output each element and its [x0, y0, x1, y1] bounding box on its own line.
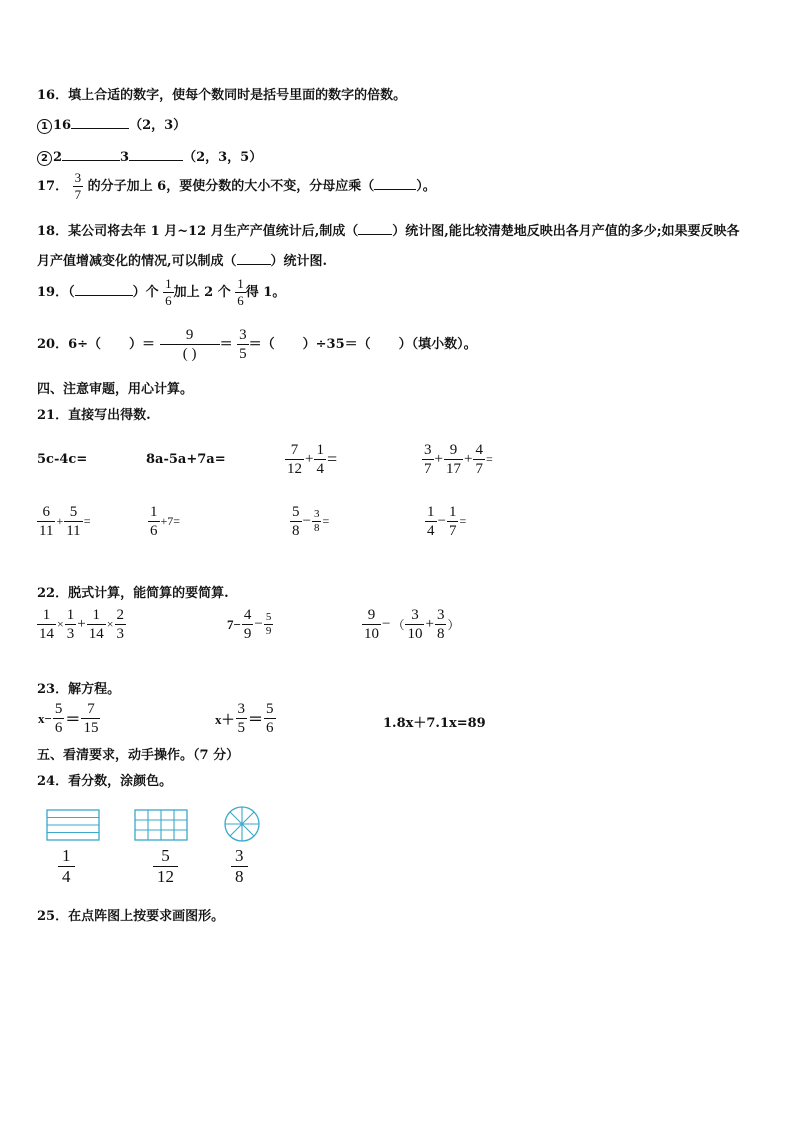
q19-fraction1: $\frac{1}{6}$: [165, 276, 172, 308]
op: +: [305, 451, 314, 467]
frac: $\frac{4}{9}$: [243, 607, 252, 642]
op: x＋: [215, 712, 235, 727]
q21-e8: [425, 503, 467, 540]
op: =: [83, 514, 91, 528]
op: ×: [57, 617, 64, 631]
circled-number-1: 1: [37, 119, 52, 134]
q20-fraction2: $\frac{3}{5}$: [239, 327, 247, 362]
frac: $\frac{1}{4}$: [427, 504, 435, 539]
op: +7=: [160, 514, 181, 528]
frac: $\frac{1}{14}$: [39, 607, 54, 642]
q17-text: 的分子加上 6，要使分数的大小不变，分母应乘（: [87, 179, 375, 194]
frac: $\frac{3}{5}$: [237, 701, 246, 736]
q18-line1: [37, 220, 740, 239]
q18-line1-b: ）统计图,能比较清楚地反映出各月产值的多少;如果要反映各: [392, 224, 740, 239]
q21-e5: [37, 503, 91, 540]
q17-blank[interactable]: [374, 177, 416, 190]
q19-fraction2: $\frac{1}{6}$: [237, 276, 244, 308]
frac: $\frac{5}{8}$: [292, 504, 300, 539]
section-5-heading: 五、看清要求，动手操作。（7 分）: [37, 748, 240, 763]
q21-e3: [285, 441, 338, 478]
q22-e1: [37, 606, 126, 643]
q16-item2-prefix: 2: [53, 150, 63, 165]
op: −: [254, 616, 263, 632]
op: +: [425, 616, 434, 632]
q18-blank1[interactable]: [358, 222, 392, 235]
q24-shape-eighths-circle[interactable]: [223, 805, 261, 843]
frac: $\frac{2}{3}$: [116, 607, 125, 642]
frac: $\frac{5}{9}$: [265, 611, 272, 637]
q19-b: 加上 2 个: [173, 285, 231, 300]
frac: $\frac{1}{14}$: [88, 607, 104, 642]
op: 7−: [227, 616, 241, 632]
q17-fraction: $\frac{3}{7}$: [74, 170, 82, 202]
q19-c: 得 1。: [245, 285, 286, 300]
q24-title: 24．看分数，涂颜色。: [37, 774, 173, 789]
op: =: [326, 449, 338, 469]
q20-a: 20．6÷（: [37, 337, 102, 352]
q17: [37, 170, 436, 203]
q16-item2-blank1[interactable]: [62, 148, 120, 161]
op: ×: [106, 617, 114, 631]
q22-e2: [226, 606, 273, 643]
q16-item1-prefix: 16: [53, 118, 72, 133]
q20-b: ）＝: [129, 337, 156, 352]
q21-title: 21．直接写出得数.: [37, 408, 151, 423]
q23-e3: 1.8x＋7.1x=89: [383, 716, 486, 731]
q16-item1-blank[interactable]: [71, 116, 129, 129]
q16-item2-mid: 3: [120, 150, 130, 165]
frac: $\frac{1}{6}$: [150, 504, 158, 539]
q20-e: ）（填小数）。: [398, 337, 477, 352]
frac: $\frac{7}{15}$: [83, 701, 99, 736]
op: +: [463, 451, 473, 467]
frac: $\frac{3}{8}$: [436, 607, 445, 642]
q21-e4: [422, 441, 494, 478]
q17-number: 17．: [37, 179, 69, 194]
q20: [37, 326, 477, 363]
op: +: [56, 514, 64, 528]
q24-label-3: [231, 846, 248, 887]
q16-item2-hint: （2，3，5）: [183, 150, 263, 165]
op: （: [392, 618, 405, 632]
frac: $\frac{4}{7}$: [475, 442, 483, 477]
q21-e1: 5c-4c=: [37, 452, 88, 467]
frac: $\frac{9}{17}$: [445, 442, 461, 477]
q19-number: 19．（: [37, 285, 75, 300]
rect-4-rows-shape: [46, 809, 100, 841]
q21-e2: 8a-5a+7a=: [146, 452, 226, 467]
q16-item2-blank2[interactable]: [129, 148, 183, 161]
op: =: [459, 514, 467, 528]
q20-d: ）÷35＝（: [302, 337, 371, 352]
q21-e6: [148, 503, 181, 540]
q19-blank[interactable]: [75, 283, 133, 296]
op: −: [302, 513, 311, 529]
op: =: [322, 514, 330, 528]
q16-item1: [37, 114, 186, 134]
q17-close: ）。: [416, 179, 436, 194]
q23-title: 23．解方程。: [37, 682, 121, 697]
q25-title: 25．在点阵图上按要求画图形。: [37, 909, 225, 924]
q20-fraction1: $\frac{9}{( )}$: [160, 326, 220, 363]
frac: $\frac{5}{11}$: [66, 504, 81, 539]
frac: $\frac{3}{7}$: [424, 442, 432, 477]
q24-label-2: [153, 846, 178, 887]
circled-number-2: 2: [37, 151, 52, 166]
q24-shape-quarters-rect[interactable]: [46, 809, 100, 841]
frac: $\frac{5}{12}$: [153, 846, 178, 887]
q23-e2: [214, 700, 276, 737]
op: ）: [447, 618, 460, 632]
q19: [37, 276, 285, 309]
q24-label-1: [58, 846, 75, 887]
q18-line2-b: ）统计图.: [270, 254, 328, 269]
frac: $\frac{3}{8}$: [231, 846, 248, 887]
frac: $\frac{1}{4}$: [316, 442, 324, 477]
q16-item1-hint: （2，3）: [129, 118, 187, 133]
q24-shape-twelfths-rect[interactable]: [134, 809, 188, 841]
q19-a: ）个: [132, 285, 159, 300]
frac: $\frac{7}{12}$: [287, 442, 302, 477]
op: −: [437, 513, 446, 529]
rect-12-grid-shape: [134, 809, 188, 841]
op: ＝: [248, 712, 264, 728]
frac: $\frac{6}{11}$: [39, 504, 54, 539]
op: =: [485, 452, 493, 466]
op: x−: [38, 710, 52, 726]
q22-e3: [362, 606, 460, 643]
q23-e1: [37, 700, 100, 737]
q16-item2: [37, 146, 262, 166]
section-4-heading: 四、注意审题，用心计算。: [37, 382, 194, 397]
q18-line2-a: 月产值增减变化的情况,可以制成（: [37, 254, 237, 269]
op: +: [434, 451, 443, 467]
q18-blank2[interactable]: [237, 252, 271, 265]
frac: $\frac{3}{10}$: [407, 607, 423, 642]
circle-8-sectors-shape: [223, 805, 261, 843]
frac: $\frac{9}{10}$: [364, 607, 379, 642]
q21-e7: [290, 503, 330, 540]
frac: $\frac{1}{7}$: [448, 504, 457, 539]
q18-line2: [37, 250, 327, 269]
q20-c: ＝（: [248, 337, 275, 352]
q18-line1-a: 18．某公司将去年 1 月~12 月生产产值统计后,制成（: [37, 224, 359, 239]
frac: $\frac{1}{4}$: [58, 846, 75, 887]
frac: $\frac{1}{3}$: [66, 607, 75, 642]
q20-eq: ＝: [219, 337, 233, 352]
q16-stem: 16．填上合适的数字，使每个数同时是括号里面的数字的倍数。: [37, 88, 407, 103]
frac: $\frac{3}{8}$: [313, 508, 320, 534]
op: +: [77, 616, 86, 632]
frac: $\frac{5}{6}$: [266, 701, 274, 736]
frac: $\frac{5}{6}$: [54, 701, 63, 736]
op: ＝: [65, 712, 81, 728]
q22-title: 22．脱式计算，能简算的要简算.: [37, 586, 229, 601]
op: −: [382, 616, 391, 632]
